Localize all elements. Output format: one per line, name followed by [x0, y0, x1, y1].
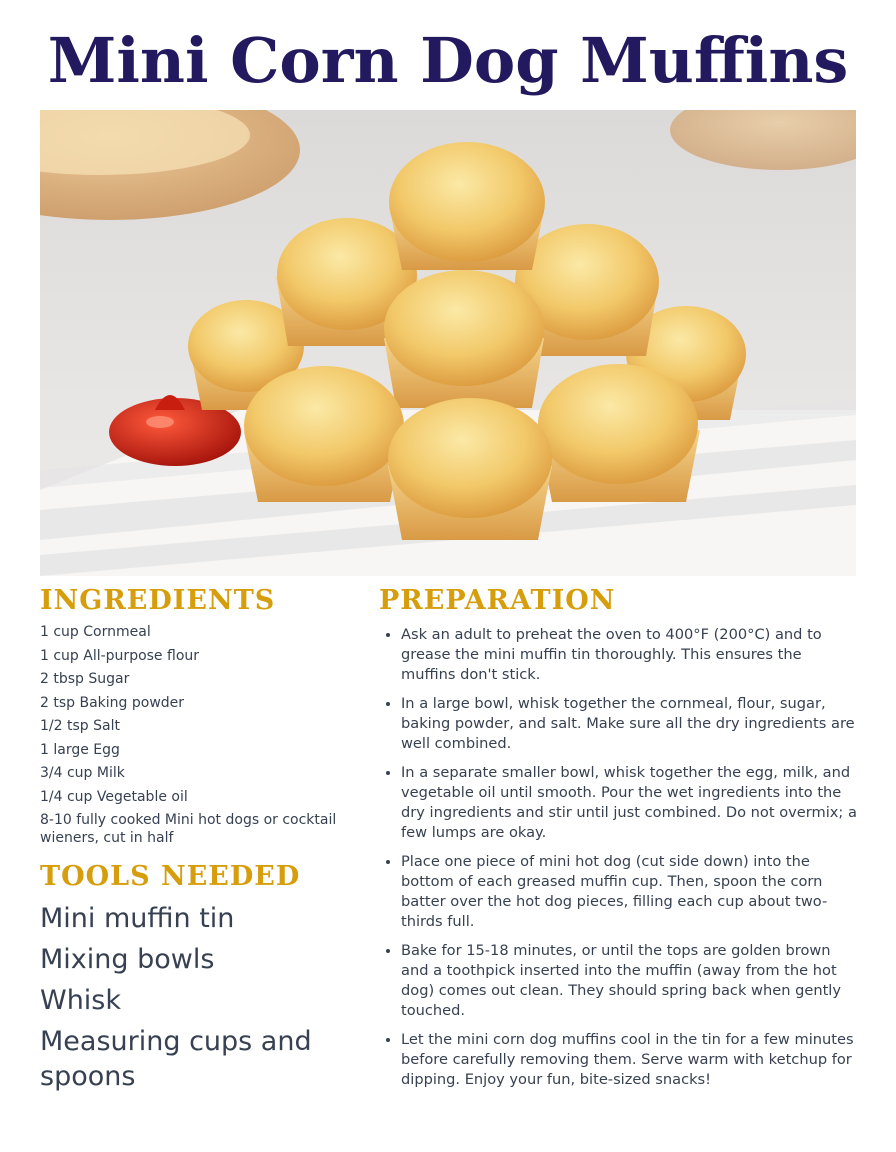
preparation-step: • In a separate smaller bowl, whisk together the egg, milk, and vegetable oil until smooth. Pour the wet ingredients into the dry ingredients and stir until just combined. Do not overmix; a few lumps are okay.: [401, 763, 857, 843]
preparation-step: • Let the mini corn dog muffins cool in the tin for a few minutes before carefully removing them. Serve warm with ketchup for dipping. Enjoy your fun, bite-sized snacks!: [401, 1030, 857, 1090]
ingredients-list: [40, 623, 360, 847]
ingredient-item: 2 tsp Baking powder: [40, 694, 185, 711]
tools-heading: TOOLS NEEDED: [40, 861, 301, 892]
page-title: Mini Corn Dog Muffins: [47, 24, 849, 97]
muffins-illustration: [40, 110, 856, 576]
tool-item: Mixing bowls: [40, 944, 215, 975]
muffins-photo: [40, 110, 856, 576]
ingredient-item: 1 cup All-purpose flour: [40, 647, 200, 664]
ingredient-item: 1/4 cup Vegetable oil: [40, 788, 188, 805]
ingredient-item: 2 tbsp Sugar: [40, 671, 130, 687]
preparation-steps: [379, 625, 857, 1090]
preparation-step: • Bake for 15-18 minutes, or until the tops are golden brown and a toothpick inserted into the muffin (away from the hot dog) comes out clean. They should spring back when gently touched.: [401, 941, 857, 1021]
ingredient-item: 8-10 fully cooked Mini hot dogs or cocktail wieners, cut in half: [40, 812, 337, 846]
preparation-heading: PREPARATION: [379, 585, 616, 616]
right-column: [379, 585, 857, 1099]
ingredient-item: 1/2 tsp Salt: [40, 718, 120, 734]
tool-item: Mini muffin tin: [40, 903, 235, 934]
tool-item: Whisk: [40, 985, 122, 1016]
ingredient-item: 3/4 cup Milk: [40, 765, 125, 781]
preparation-step: • Place one piece of mini hot dog (cut side down) into the bottom of each greased muffin cup. Then, spoon the corn batter over the hot dog pieces, filling each cup about two-thirds full.: [401, 852, 857, 932]
ingredient-item: 1 cup Cornmeal: [40, 624, 151, 640]
left-column: [40, 585, 360, 1100]
preparation-step: • Ask an adult to preheat the oven to 400°F (200°C) and to grease the mini muffin tin thoroughly. This ensures the muffins don't stick.: [401, 625, 857, 685]
tools-list: [40, 901, 360, 1094]
tool-item: Measuring cups and spoons: [40, 1026, 312, 1092]
ingredient-item: 1 large Egg: [40, 741, 120, 758]
preparation-step: • In a large bowl, whisk together the cornmeal, flour, sugar, baking powder, and salt. Make sure all the dry ingredients are well combined.: [401, 694, 857, 754]
ingredients-heading: INGREDIENTS: [40, 585, 276, 616]
